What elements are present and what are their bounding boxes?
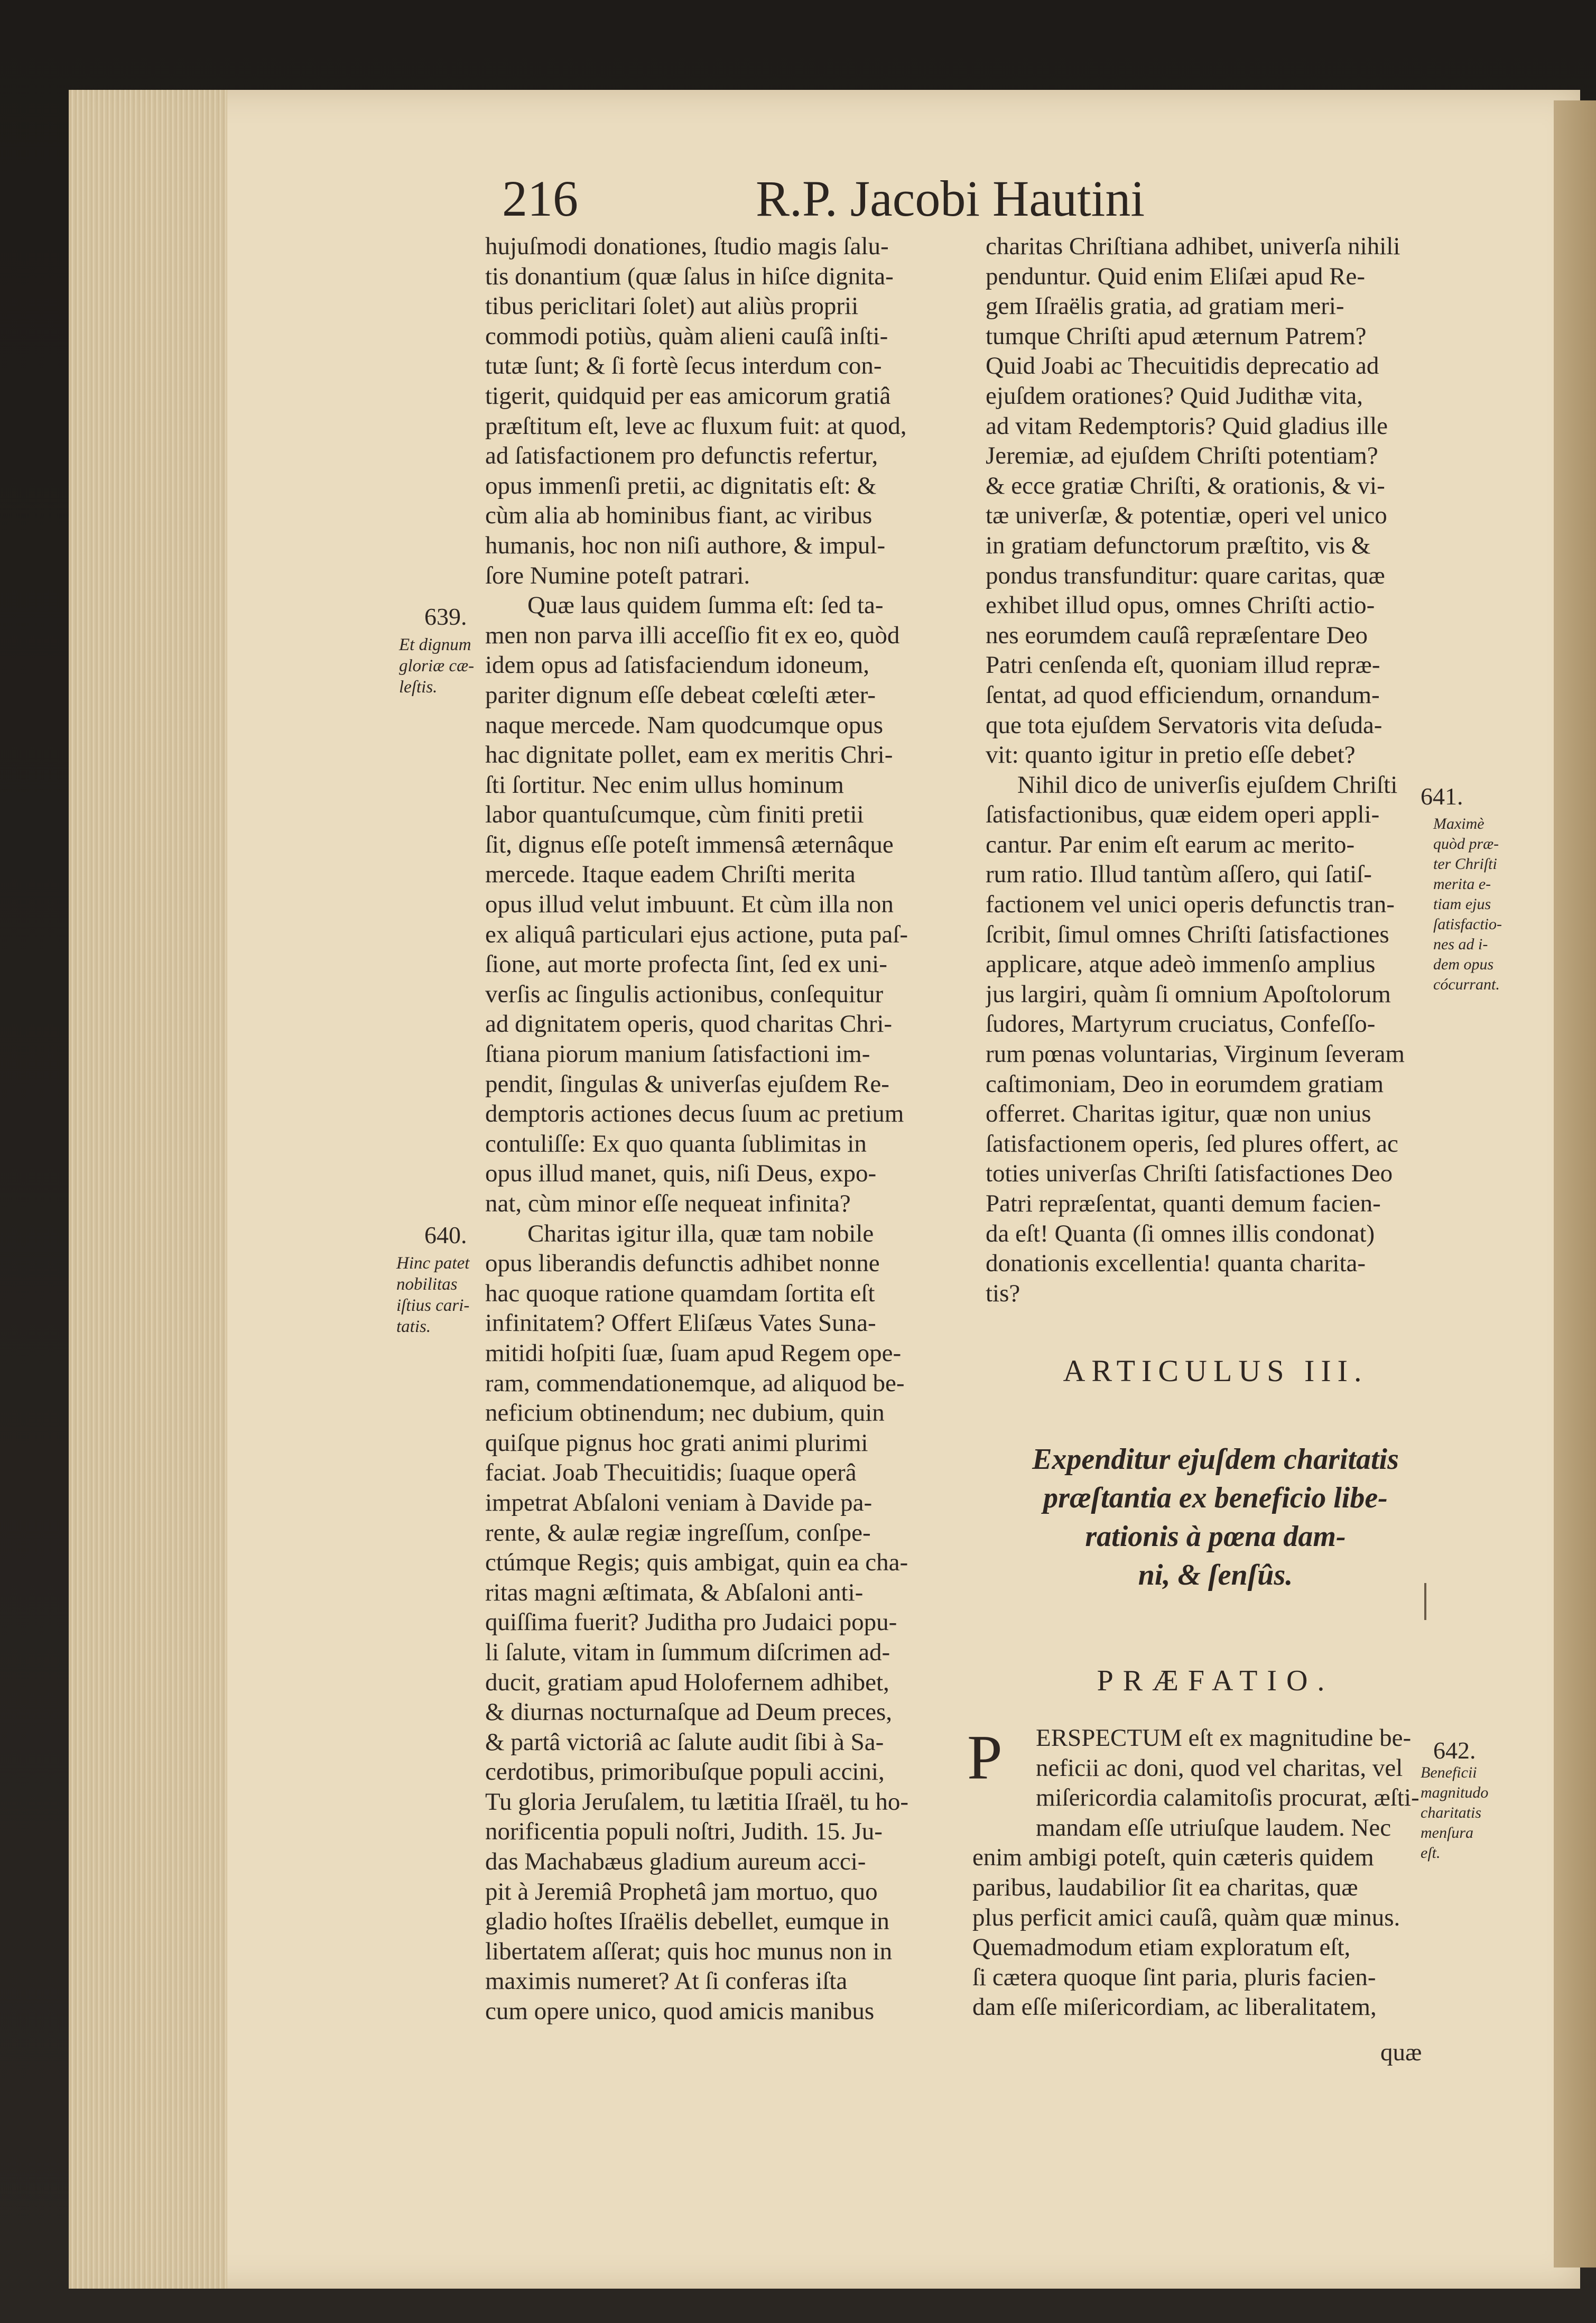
margin-note-641 (1433, 814, 1502, 995)
text-line: ſcribit, ſimul omnes Chriſti ſatisfactiones (986, 920, 1389, 948)
section-number-640: 640. (424, 1221, 467, 1248)
text-line: ſatisfactionem operis, ſed plures offert, ac (986, 1130, 1398, 1158)
margin-note-line: nobilitas (396, 1275, 458, 1294)
text-line: tibus periclitari ſolet) aut aliùs proprii (485, 292, 859, 320)
margin-note-line: iſtius cari- (396, 1296, 470, 1315)
text-line: ſtiana piorum manium ſatisfactioni im- (485, 1040, 870, 1068)
text-line: cerdotibus, primoribuſque populi accini, (485, 1758, 885, 1786)
text-line: infinitatem? Offert Eliſæus Vates Suna- (485, 1309, 876, 1337)
text-line: pit à Jeremiâ Prophetâ jam mortuo, quo (485, 1877, 878, 1905)
praefatio-first-lines (1036, 1723, 1437, 1843)
text-line: Quid Joabi ac Thecuitidis deprecatio ad (986, 352, 1379, 380)
text-line: præſtitum eſt, leve ac fluxum fuit: at quod, (485, 412, 907, 440)
text-line: dam eſſe miſericordiam, ac liberalitatem, (972, 1993, 1377, 2021)
text-line: tumque Chriſti apud æternum Patrem? (986, 322, 1367, 350)
section-number-641: 641. (1421, 783, 1463, 810)
text-line: quiſque pignus hoc grati animi plurimi (485, 1429, 868, 1457)
text-line: applicare, atque adeò immenſo amplius (986, 950, 1376, 978)
text-line: demptoris actiones decus ſuum ac pretium (485, 1100, 904, 1128)
text-line: faciat. Joab Thecuitidis; ſuaque operâ (485, 1459, 857, 1487)
text-line: da eſt! Quanta (ſi omnes illis condonat) (986, 1219, 1375, 1247)
text-line: charitas Chriſtiana adhibet, univerſa nihili (986, 233, 1400, 260)
margin-note-640 (396, 1253, 469, 1337)
margin-note-line: quòd præ- (1433, 835, 1499, 853)
text-line: nat, cùm minor eſſe nequeat infinita? (485, 1190, 851, 1217)
text-line: & ecce gratiæ Chriſti, & orationis, & vi- (986, 471, 1385, 499)
text-line: verſis ac ſingulis actionibus, conſequitur (485, 980, 884, 1008)
text-line: pondus transfunditur: quare caritas, quæ (986, 561, 1385, 589)
margin-note-line: magnitudo (1421, 1784, 1489, 1801)
text-line: miſericordia calamitoſis procurat, æſti- (1036, 1784, 1419, 1812)
text-line: li ſalute, vitam in ſummum diſcrimen ad- (485, 1638, 890, 1666)
text-line: penduntur. Quid enim Eliſæi apud Re- (986, 262, 1365, 290)
text-line: opus illud manet, quis, niſi Deus, expo- (485, 1160, 877, 1188)
text-line: das Machabæus gladium aureum acci- (485, 1848, 866, 1876)
text-line: Jeremiæ, ad ejuſdem Chriſti potentiam? (986, 442, 1378, 470)
text-line: exhibet illud opus, omnes Chriſti actio- (986, 591, 1375, 619)
margin-note-line: tatis. (396, 1317, 431, 1336)
text-line: tæ univerſæ, & potentiæ, operi vel unico (986, 502, 1387, 530)
margin-note-line: Maximè (1433, 815, 1484, 832)
subtitle-line: ni, & ſenſûs. (1138, 1559, 1293, 1591)
text-line: ram, commendationemque, ad aliquod be- (485, 1369, 905, 1397)
text-line: gladio hoſtes Iſraëlis debellet, eumque in (485, 1908, 889, 1936)
text-line: humanis, hoc non niſi authore, & impul- (485, 531, 886, 559)
text-line: libertatem aſſerat; quis hoc munus non in (485, 1937, 893, 1965)
text-line: ſatisfactionibus, quæ eidem operi appli- (986, 801, 1380, 829)
text-line: rum pœnas voluntarias, Virginum ſeveram (986, 1040, 1405, 1068)
text-line: cùm alia ab hominibus fiant, ac viribus (485, 502, 873, 530)
text-line: opus immenſi pretii, ac dignitatis eſt: & (485, 471, 877, 499)
text-line: hac quoque ratione quamdam ſortita eſt (485, 1279, 875, 1307)
text-line: ſit, dignus eſſe poteſt immensâ æternâque (485, 830, 894, 858)
text-line: cantur. Par enim eſt earum ac merito- (986, 830, 1355, 858)
text-line: ſudores, Martyrum cruciatus, Confeſſo- (986, 1010, 1376, 1038)
text-line: ex aliquâ particulari ejus actione, puta paſ- (485, 920, 908, 948)
text-line: neficii ac doni, quod vel charitas, vel (1036, 1754, 1403, 1782)
text-line: hac dignitate pollet, eam ex meritis Chri- (485, 741, 893, 769)
text-line: Charitas igitur illa, quæ tam nobile (527, 1219, 874, 1247)
text-line: neficium obtinendum; nec dubium, quin (485, 1399, 885, 1427)
text-line: ducit, gratiam apud Holofernem adhibet, (485, 1668, 889, 1696)
text-line: ſore Numine poteſt patrari. (485, 561, 750, 589)
text-line: factionem vel unici operis defunctis tran- (986, 891, 1395, 919)
margin-note-line: charitatis (1421, 1804, 1482, 1821)
catchword: quæ (1380, 2039, 1422, 2066)
text-line: labor quantuſcumque, cùm finiti pretii (485, 801, 864, 829)
section-number-642: 642. (1433, 1737, 1476, 1764)
text-line: quiſſima fuerit? Juditha pro Judaici popu- (485, 1608, 897, 1636)
text-line: ERSPECTUM eſt ex magnitudine be- (1036, 1724, 1412, 1752)
text-line: gem Iſraëlis gratia, ad gratiam meri- (986, 292, 1344, 320)
text-line: idem opus ad ſatisfaciendum idoneum, (485, 651, 870, 679)
text-line: que tota ejuſdem Servatoris vita deſuda- (986, 711, 1382, 739)
text-line: pendit, ſingulas & univerſas ejuſdem Re- (485, 1070, 889, 1098)
margin-note-line: eſt. (1421, 1844, 1441, 1862)
text-line: jus largiri, quàm ſi omnium Apoſtolorum (986, 980, 1391, 1008)
text-line: & partâ victoriâ ac ſalute audit ſibi à Sa- (485, 1728, 884, 1756)
margin-note-line: Et dignum (399, 635, 471, 654)
running-title: R.P. Jacobi Hautini (756, 170, 1145, 227)
praefatio-heading: PRÆFATIO. (1097, 1664, 1334, 1697)
text-line: commodi potiùs, quàm alieni cauſâ inſti- (485, 322, 888, 350)
text-line: toties univerſas Chriſti ſatisfactiones Deo (986, 1160, 1393, 1188)
next-page-edge (1554, 100, 1596, 2268)
text-line: rente, & aulæ regiæ ingreſſum, conſpe- (485, 1519, 871, 1547)
margin-note-line: gloriæ cæ- (399, 656, 475, 675)
text-line: ſi cætera quoque ſint paria, pluris facien- (972, 1963, 1376, 1991)
text-line: offerret. Charitas igitur, quæ non unius (986, 1100, 1371, 1128)
text-line: contuliſſe: Ex quo quanta ſublimitas in (485, 1130, 867, 1158)
drop-cap: P (967, 1722, 1003, 1792)
text-line: ritas magni æſtimata, & Abſaloni anti- (485, 1578, 864, 1606)
text-line: Quemadmodum etiam exploratum eſt, (972, 1933, 1351, 1961)
subtitle-line: præſtantia ex beneficio libe- (1043, 1482, 1388, 1514)
right-column (986, 232, 1430, 1308)
margin-note-639 (399, 634, 474, 698)
text-line: tigerit, quidquid per eas amicorum gratiâ (485, 382, 891, 410)
text-line: men non parva illi acceſſio fit ex eo, quòd (485, 621, 900, 649)
praefatio-text (972, 1843, 1427, 2022)
text-line: pariter dignum eſſe debeat cœleſti æter- (485, 681, 876, 709)
article-heading: ARTICULUS III. (1063, 1354, 1368, 1388)
text-line: tutæ ſunt; & ſi fortè ſecus interdum con- (485, 352, 882, 380)
text-line: tis? (986, 1279, 1020, 1307)
text-line: opus liberandis defunctis adhibet nonne (485, 1250, 880, 1278)
text-line: ad ſatisfactionem pro defunctis refertur, (485, 442, 878, 470)
text-line: paribus, laudabilior ſit ea charitas, quæ (972, 1873, 1358, 1901)
text-line: Patri repræſentat, quanti demum facien- (986, 1190, 1381, 1217)
text-line: norificentia populi noſtri, Judith. 15. Ju- (485, 1818, 883, 1846)
text-line: ad vitam Redemptoris? Quid gladius ille (986, 412, 1388, 440)
text-line: mitidi hoſpiti ſuæ, ſuam apud Regem ope- (485, 1339, 902, 1367)
text-line: opus illud velut imbuunt. Et cùm illa non (485, 891, 894, 919)
margin-note-642 (1421, 1763, 1488, 1863)
text-line: ad dignitatem operis, quod charitas Chri- (485, 1010, 893, 1038)
subtitle-line: rationis à pœna dam- (1085, 1520, 1346, 1553)
article-subtitle (978, 1440, 1453, 1595)
text-line: rum ratio. Illud tantùm aſſero, qui ſatiſ- (986, 860, 1372, 889)
margin-note-line: leſtis. (399, 678, 438, 697)
text-line: ejuſdem orationes? Quid Judithæ vita, (986, 382, 1363, 410)
text-line: plus perficit amici cauſâ, quàm quæ minus. (972, 1903, 1400, 1931)
margin-note-line: nes ad i- (1433, 936, 1488, 953)
text-line: maximis numeret? At ſi conferas iſta (485, 1967, 848, 1995)
text-line: mercede. Itaque eadem Chriſti merita (485, 860, 856, 889)
margin-note-line: tiam ejus (1433, 895, 1491, 913)
text-line: naque mercede. Nam quodcumque opus (485, 711, 884, 739)
text-line: Nihil dico de univerſis ejuſdem Chriſti (1017, 771, 1398, 799)
text-line: & diurnas nocturnaſque ad Deum preces, (485, 1698, 893, 1726)
text-line: Tu gloria Jeruſalem, tu lætitia Iſraël, tu ho- (485, 1788, 909, 1816)
subtitle-line: Expenditur ejuſdem charitatis (1032, 1443, 1399, 1476)
section-number-639: 639. (424, 603, 467, 630)
margin-note-line: Hinc patet (396, 1254, 470, 1273)
text-line: caſtimoniam, Deo in eorumdem gratiam (986, 1070, 1384, 1098)
left-column (485, 232, 940, 2026)
text-line: hujuſmodi donationes, ſtudio magis ſalu- (485, 233, 889, 260)
margin-note-line: Beneficii (1421, 1764, 1477, 1781)
text-line: Patri cenſenda eſt, quoniam illud repræ- (986, 651, 1380, 679)
text-line: impetrat Abſaloni veniam à Davide pa- (485, 1488, 873, 1516)
margin-note-line: merita e- (1433, 875, 1491, 893)
margin-note-line: ter Chriſti (1433, 855, 1497, 873)
margin-note-line: menſura (1421, 1824, 1473, 1841)
text-line: donationis excellentia! quanta charita- (986, 1250, 1366, 1278)
text-line: cum opere unico, quod amicis manibus (485, 1997, 875, 2025)
page-number: 216 (502, 170, 578, 227)
margin-note-line: dem opus (1433, 956, 1494, 973)
page-edges (69, 90, 227, 2289)
text-line: enim ambigi poteſt, quin cæteris quidem (972, 1844, 1374, 1872)
margin-rule (1424, 1583, 1426, 1620)
text-line: ſti ſortitur. Nec enim ullus hominum (485, 771, 844, 799)
text-line: Quæ laus quidem ſumma eſt: ſed ta- (527, 591, 884, 619)
margin-note-line: cócurrant. (1433, 976, 1500, 993)
text-line: nes eorumdem cauſâ repræſentare Deo (986, 621, 1368, 649)
text-line: ſentat, ad quod efficiendum, ornandum- (986, 681, 1380, 709)
text-line: tis donantium (quæ ſalus in hiſce dignita- (485, 262, 894, 290)
text-line: ſione, aut morte profecta ſint, ſed ex uni- (485, 950, 887, 978)
margin-note-line: ſatisfactio- (1433, 915, 1502, 933)
text-line: vit: quanto igitur in pretio eſſe debet? (986, 741, 1356, 769)
text-line: ctúmque Regis; quis ambigat, quin ea cha- (485, 1549, 908, 1577)
text-line: mandam eſſe utriuſque laudem. Nec (1036, 1813, 1391, 1841)
text-line: in gratiam defunctorum præſtito, vis & (986, 531, 1371, 559)
